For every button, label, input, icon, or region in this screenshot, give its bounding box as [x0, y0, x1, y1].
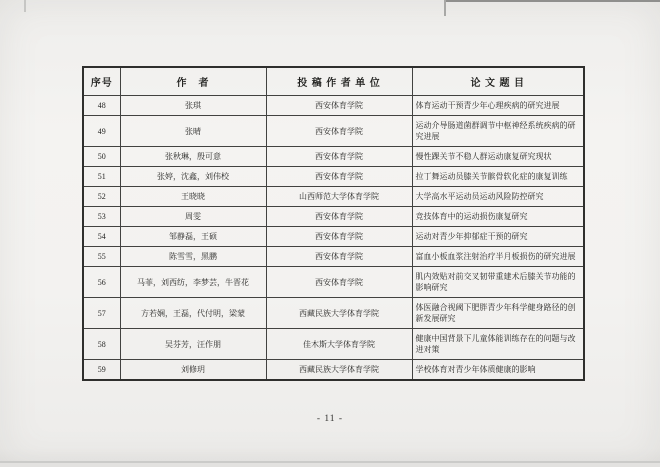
cell-index: 48	[83, 96, 120, 116]
col-header-title: 论 文 题 目	[412, 67, 584, 96]
cell-authors: 王晓晓	[120, 187, 266, 207]
cell-index: 57	[83, 298, 120, 329]
cell-title: 学校体育对青少年体质健康的影响	[412, 360, 584, 381]
table-row	[83, 167, 584, 187]
cell-affiliation: 西藏民族大学体育学院	[266, 360, 412, 381]
cell-title: 运动介导肠道菌群调节中枢神经系统疾病的研究进展	[412, 116, 584, 147]
cell-index: 59	[83, 360, 120, 381]
cell-index: 54	[83, 227, 120, 247]
cell-affiliation: 西安体育学院	[266, 147, 412, 167]
cell-index: 49	[83, 116, 120, 147]
table-row	[83, 147, 584, 167]
cell-authors: 陈雪雪，黑鹏	[120, 247, 266, 267]
cell-affiliation: 西安体育学院	[266, 207, 412, 227]
cell-authors: 马菲，刘西纺，李梦芸，牛晋花	[120, 267, 266, 298]
cell-affiliation: 西安体育学院	[266, 267, 412, 298]
cell-affiliation: 佳木斯大学体育学院	[266, 329, 412, 360]
cell-affiliation: 西藏民族大学体育学院	[266, 298, 412, 329]
cell-title: 拉丁舞运动员膝关节髌骨软化症的康复训练	[412, 167, 584, 187]
cell-title: 大学高水平运动员运动风险防控研究	[412, 187, 584, 207]
cell-affiliation: 西安体育学院	[266, 247, 412, 267]
col-header-authors: 作 者	[120, 67, 266, 96]
scan-artifact-top-edge	[445, 0, 660, 2]
scan-artifact-left-tick	[24, 0, 26, 12]
table-row	[83, 96, 584, 116]
table-header-row	[83, 67, 584, 96]
cell-authors: 张婷，沈鑫，刘伟校	[120, 167, 266, 187]
cell-affiliation: 西安体育学院	[266, 167, 412, 187]
cell-title: 竞技体育中的运动损伤康复研究	[412, 207, 584, 227]
cell-title: 肌内效贴对前交叉韧带重建术后膝关节功能的影响研究	[412, 267, 584, 298]
col-header-affiliation: 投 稿 作 者 单 位	[266, 67, 412, 96]
cell-authors: 刘修玥	[120, 360, 266, 381]
cell-authors: 周雯	[120, 207, 266, 227]
cell-title: 健康中国背景下儿童体能训练存在的问题与改进对策	[412, 329, 584, 360]
cell-title: 富血小板血浆注射治疗半月板损伤的研究进展	[412, 247, 584, 267]
cell-authors: 邹静磊，王硕	[120, 227, 266, 247]
page-number: - 11 -	[316, 414, 344, 424]
cell-affiliation: 西安体育学院	[266, 227, 412, 247]
table-row	[83, 116, 584, 147]
cell-authors: 张晴	[120, 116, 266, 147]
table-row	[83, 267, 584, 298]
scan-artifact-top-tick	[444, 0, 446, 16]
cell-index: 53	[83, 207, 120, 227]
cell-index: 51	[83, 167, 120, 187]
cell-index: 55	[83, 247, 120, 267]
table-row	[83, 227, 584, 247]
cell-index: 52	[83, 187, 120, 207]
cell-affiliation: 西安体育学院	[266, 116, 412, 147]
cell-index: 56	[83, 267, 120, 298]
cell-affiliation: 西安体育学院	[266, 96, 412, 116]
cell-title: 运动对青少年抑郁症干预的研究	[412, 227, 584, 247]
table-row	[83, 329, 584, 360]
cell-affiliation: 山西师范大学体育学院	[266, 187, 412, 207]
cell-index: 50	[83, 147, 120, 167]
cell-title: 体医融合视阈下肥胖青少年科学健身路径的创新发展研究	[412, 298, 584, 329]
col-header-index: 序号	[83, 67, 120, 96]
scan-artifact-bottom-strip	[0, 463, 660, 467]
table-row	[83, 247, 584, 267]
table-row	[83, 360, 584, 381]
cell-title: 慢性踝关节不稳人群运动康复研究现状	[412, 147, 584, 167]
cell-authors: 张秋琳，殷可意	[120, 147, 266, 167]
papers-table	[82, 66, 585, 381]
cell-title: 体育运动干预青少年心理疾病的研究进展	[412, 96, 584, 116]
table-row	[83, 298, 584, 329]
table-row	[83, 207, 584, 227]
cell-authors: 吴芬芳，汪作朋	[120, 329, 266, 360]
cell-index: 58	[83, 329, 120, 360]
cell-authors: 方若娴，王磊，代付明，梁蒙	[120, 298, 266, 329]
table-row	[83, 187, 584, 207]
cell-authors: 张琪	[120, 96, 266, 116]
